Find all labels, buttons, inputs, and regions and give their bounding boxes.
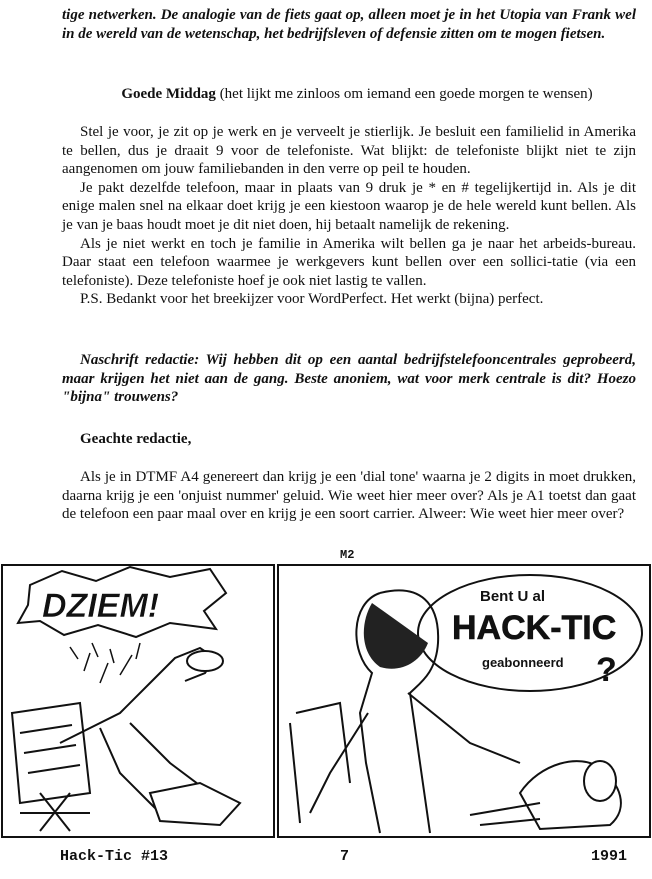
bubble-question-line3: geabonneerd [482, 655, 564, 670]
bubble-question-line1: Bent U al [480, 588, 546, 605]
falling-man-drawing [12, 648, 240, 831]
sound-effect-text: DZIEM! [42, 587, 160, 625]
editor-note-text: Naschrift redactie: Wij hebben dit op een aantal bedrijfstelefooncentrales geprobeerd, maar krijgen het niet aan de gang. Beste anoniem, wat voor merk centrale is dit? Hoezo "bijna" trouwens? [62, 352, 636, 406]
letter1-greeting [78, 85, 636, 104]
letter2-body [62, 468, 636, 524]
letter2-body-text: Als je in DTMF A4 genereert dan krijg je een 'dial tone' waarna je 2 digits in moet drukken, daarna krijg je een 'onjuist nummer' geluid. Wie weet hier meer over? Als je A1 toetst dan gaat de telefoon een paar maal over en krijg je een soort carrier. Alweer: Wie weet hier meer over? [62, 469, 636, 523]
intro-paragraph [62, 6, 636, 43]
footer-page-number: 7 [340, 848, 350, 865]
letter2-greeting: Geachte redactie, [80, 431, 192, 447]
bubble-question-mark: ? [596, 651, 617, 689]
editor-note [62, 351, 636, 407]
intro-text: tige netwerken. De analogie van de fiets gaat op, alleen moet je in het Utopia van Frank wel in de wereld van de wetenschap, het bedrijfsleven of defensie zitten om te mogen fietsen. [62, 7, 636, 42]
footer-magazine-title: Hack-Tic #13 [60, 848, 169, 865]
letter1-postscript: P.S. Bedankt voor het breekijzer voor WordPerfect. Het werkt (bijna) perfect. [80, 291, 544, 308]
letter1-body [62, 123, 636, 309]
cartoon-illustration [0, 563, 652, 840]
letter1-paragraph: Stel je voor, je zit op je werk en je verveelt je stierlijk. Je besluit een familielid in Amerika te bellen, dus je draait 9 voor de telefoniste. Wat blijkt: de telefoniste blijkt niet te zijn aangenomen om jouw familiebanden in den verre op peil te houden. [62, 124, 636, 178]
bubble-hacktic-logo: HACK-TIC [452, 609, 617, 647]
letter2-signature: M2 [340, 548, 355, 562]
reclining-figure-drawing [470, 761, 621, 829]
letter1-paragraph: Je pakt dezelfde telefoon, maar in plaats van 9 druk je * en # tegelijkertijd in. Als je dit enige malen snel na elkaar doet krijg je een kiestoon waarop je de hele wereld kunt bellen. Als je van je baas houdt moet je dit niet doen, hij betaalt namelijk de rekening. [62, 179, 636, 233]
letter1-greeting-rest: (het lijkt me zinloos om iemand een goede morgen te wensen) [215, 86, 593, 102]
letter1-paragraph: Als je niet werkt en toch je familie in Amerika wilt bellen ga je naar het arbeids-bureau. Daar staat een telefoon waarmee je werkgevers kunt bellen over een sollici-tatie (via een telefoniste). Deze telefoniste hoef je ook niet lastig te vallen. [62, 235, 636, 289]
letter1-greeting-bold: Goede Middag [121, 86, 216, 102]
footer-year: 1991 [591, 848, 628, 865]
